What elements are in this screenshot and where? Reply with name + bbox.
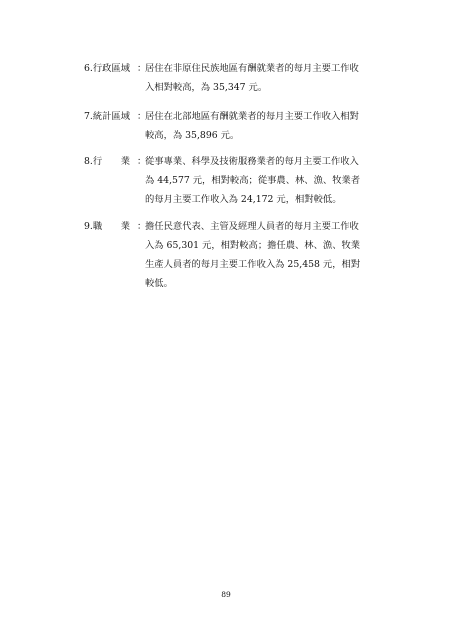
item-label: 7.統計區域 <box>84 111 131 122</box>
item-separator: ： <box>137 156 147 167</box>
item-text-line: 擔任民意代表、主管及經理人員者的每月主要工作收 <box>145 221 359 232</box>
page-number: 89 <box>221 590 231 599</box>
item-text-line: 居住在北部地區有酬就業者的每月主要工作收入相對 <box>145 111 359 122</box>
item-text-line: 較低。 <box>145 278 173 289</box>
item-text-line: 較高，為 35,896 元。 <box>145 130 240 141</box>
item-separator: ： <box>137 111 147 122</box>
item-text-line: 為 44,577 元，相對較高；從事農、林、漁、牧業者 <box>145 175 361 186</box>
item-label: 8.行 業 <box>84 156 131 167</box>
item-separator: ： <box>137 63 147 74</box>
item-label: 6.行政區域 <box>84 63 131 74</box>
item-text-line: 入相對較高，為 35,347 元。 <box>145 82 268 93</box>
item-text-line: 入為 65,301 元，相對較高；擔任農、林、漁、牧業 <box>145 240 361 251</box>
item-text-line: 從事專業、科學及技術服務業者的每月主要工作收入 <box>145 156 359 167</box>
item-text-line: 的每月主要工作收入為 24,172 元，相對較低。 <box>145 194 342 205</box>
item-separator: ： <box>137 221 147 232</box>
item-text-line: 居住在非原住民族地區有酬就業者的每月主要工作收 <box>145 63 359 74</box>
item-label: 9.職 業 <box>84 221 131 232</box>
item-text-line: 生產人員者的每月主要工作收入為 25,458 元，相對 <box>145 259 361 270</box>
